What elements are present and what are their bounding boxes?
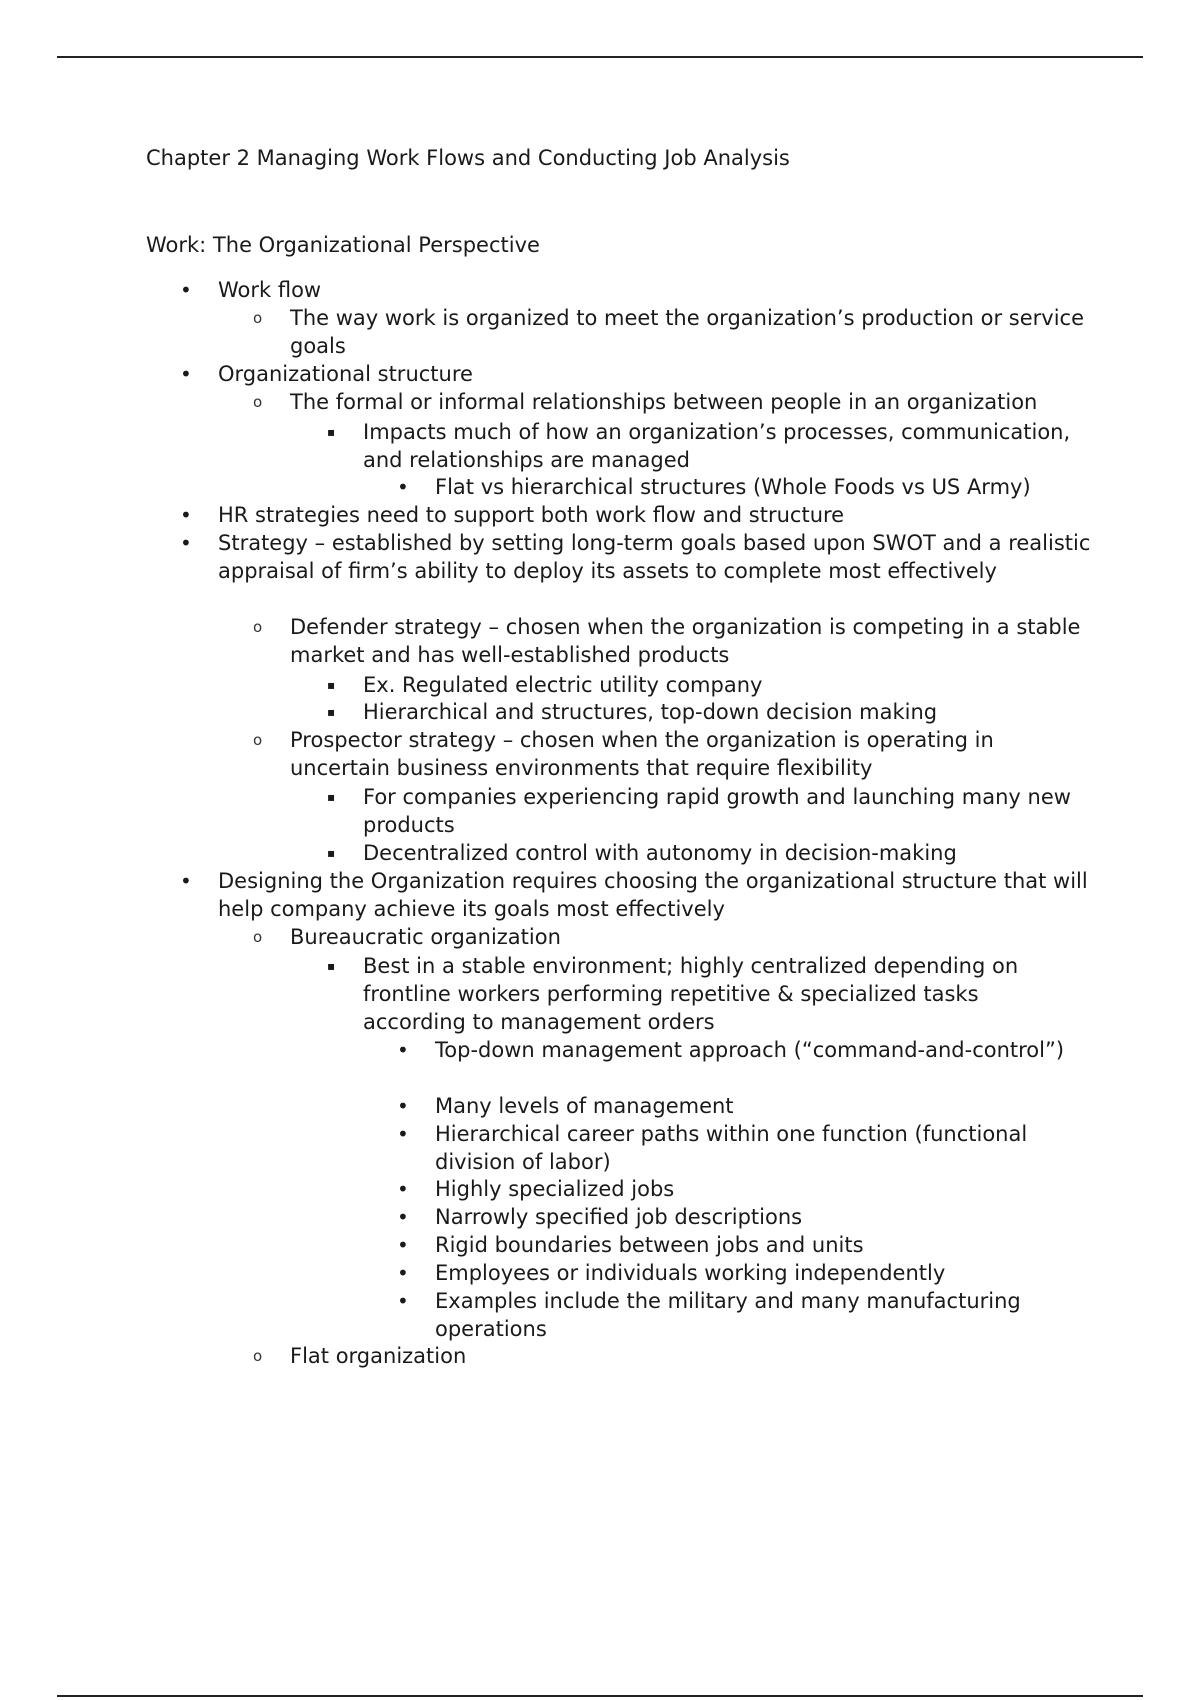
list-item-text: The way work is organized to meet the organization’s production or service goals xyxy=(290,306,1085,358)
list-item xyxy=(397,1287,1085,1343)
list-item xyxy=(253,923,1090,951)
list-item xyxy=(397,1092,1085,1120)
hollow-circle-bullet-icon: o xyxy=(253,1347,263,1365)
list-item-text: Prospector strategy – chosen when the organization is operating in uncertain business environments that require flexibility xyxy=(290,728,994,780)
list-item xyxy=(180,276,1098,304)
square-bullet-icon: ▪ xyxy=(327,425,336,439)
list-item xyxy=(253,1342,1090,1370)
bullet-icon: • xyxy=(397,1094,409,1118)
list-item-text: Flat vs hierarchical structures (Whole Foods vs US Army) xyxy=(435,475,1031,499)
bullet-icon: • xyxy=(397,1122,409,1146)
list-item-text: Strategy – established by setting long-term goals based upon SWOT and a realistic appraisal of firm’s ability to deploy its assets to complete most effectively xyxy=(218,531,1091,583)
bullet-icon: • xyxy=(397,475,409,499)
list-item xyxy=(253,726,1090,782)
list-item-text: Narrowly specified job descriptions xyxy=(435,1205,803,1229)
list-item-text: For companies experiencing rapid growth and launching many new products xyxy=(363,785,1071,837)
list-item xyxy=(253,304,1090,360)
list-item-text: Many levels of management xyxy=(435,1094,734,1118)
square-bullet-icon: ▪ xyxy=(327,705,336,719)
bullet-icon: • xyxy=(180,362,192,386)
bullet-icon: • xyxy=(397,1261,409,1285)
list-item-text: Hierarchical and structures, top-down decision making xyxy=(363,700,938,724)
list-item xyxy=(253,388,1090,416)
list-item xyxy=(397,1231,1085,1259)
list-item-text: HR strategies need to support both work flow and structure xyxy=(218,503,845,527)
list-item-text: Best in a stable environment; highly centralized depending on frontline workers performing repetitive & specialized tasks according to management orders xyxy=(363,954,1019,1034)
header-rule xyxy=(57,56,1143,58)
list-item xyxy=(397,1175,1085,1203)
list-item-text: The formal or informal relationships between people in an organization xyxy=(290,390,1038,414)
bullet-icon: • xyxy=(397,1205,409,1229)
list-item xyxy=(327,698,1083,726)
list-item xyxy=(180,360,1098,388)
list-item-text: Ex. Regulated electric utility company xyxy=(363,673,763,697)
bullet-icon: • xyxy=(180,503,192,527)
list-item-text: Decentralized control with autonomy in decision-making xyxy=(363,841,957,865)
hollow-circle-bullet-icon: o xyxy=(253,928,263,946)
square-bullet-icon: ▪ xyxy=(327,678,336,692)
list-item-text: Employees or individuals working independently xyxy=(435,1261,946,1285)
square-bullet-icon: ▪ xyxy=(327,846,336,860)
list-item-text: Impacts much of how an organization’s processes, communication, and relationships are managed xyxy=(363,420,1071,472)
list-item xyxy=(397,1203,1085,1231)
list-item-text: Organizational structure xyxy=(218,362,473,386)
list-item xyxy=(180,529,1098,585)
hollow-circle-bullet-icon: o xyxy=(253,618,263,636)
list-item xyxy=(327,839,1083,867)
list-item xyxy=(327,952,1083,1036)
bullet-icon: • xyxy=(180,278,192,302)
bullet-icon: • xyxy=(397,1038,409,1062)
list-item xyxy=(180,867,1098,923)
square-bullet-icon: ▪ xyxy=(327,790,336,804)
list-item xyxy=(327,671,1083,699)
list-item-text: Examples include the military and many manufacturing operations xyxy=(435,1289,1021,1341)
hollow-circle-bullet-icon: o xyxy=(253,731,263,749)
bullet-icon: • xyxy=(397,1177,409,1201)
list-item xyxy=(327,418,1083,474)
hollow-circle-bullet-icon: o xyxy=(253,393,263,411)
document-title: Chapter 2 Managing Work Flows and Conducting Job Analysis xyxy=(146,146,790,170)
list-item xyxy=(397,1259,1085,1287)
list-item-text: Work flow xyxy=(218,278,322,302)
list-item-text: Rigid boundaries between jobs and units xyxy=(435,1233,864,1257)
list-item-text: Highly specialized jobs xyxy=(435,1177,675,1201)
list-item xyxy=(397,1120,1085,1176)
bullet-icon: • xyxy=(397,1289,409,1313)
bullet-icon: • xyxy=(180,531,192,555)
list-item-text: Hierarchical career paths within one function (functional division of labor) xyxy=(435,1122,1028,1174)
list-item xyxy=(397,473,1085,501)
list-item-text: Flat organization xyxy=(290,1344,467,1368)
footer-rule xyxy=(57,1695,1143,1697)
square-bullet-icon: ▪ xyxy=(327,959,336,973)
section-heading: Work: The Organizational Perspective xyxy=(146,233,540,257)
hollow-circle-bullet-icon: o xyxy=(253,309,263,327)
list-item-text: Top-down management approach (“command-and-control”) xyxy=(435,1038,1065,1062)
list-item-text: Bureaucratic organization xyxy=(290,925,561,949)
bullet-icon: • xyxy=(397,1233,409,1257)
list-item-text: Designing the Organization requires choosing the organizational structure that will help company achieve its goals most effectively xyxy=(218,869,1088,921)
list-item xyxy=(327,783,1083,839)
list-item xyxy=(180,501,1098,529)
list-item xyxy=(253,613,1090,669)
bullet-icon: • xyxy=(180,869,192,893)
list-item-text: Defender strategy – chosen when the organization is competing in a stable market and has well-established products xyxy=(290,615,1081,667)
list-item xyxy=(397,1036,1085,1064)
